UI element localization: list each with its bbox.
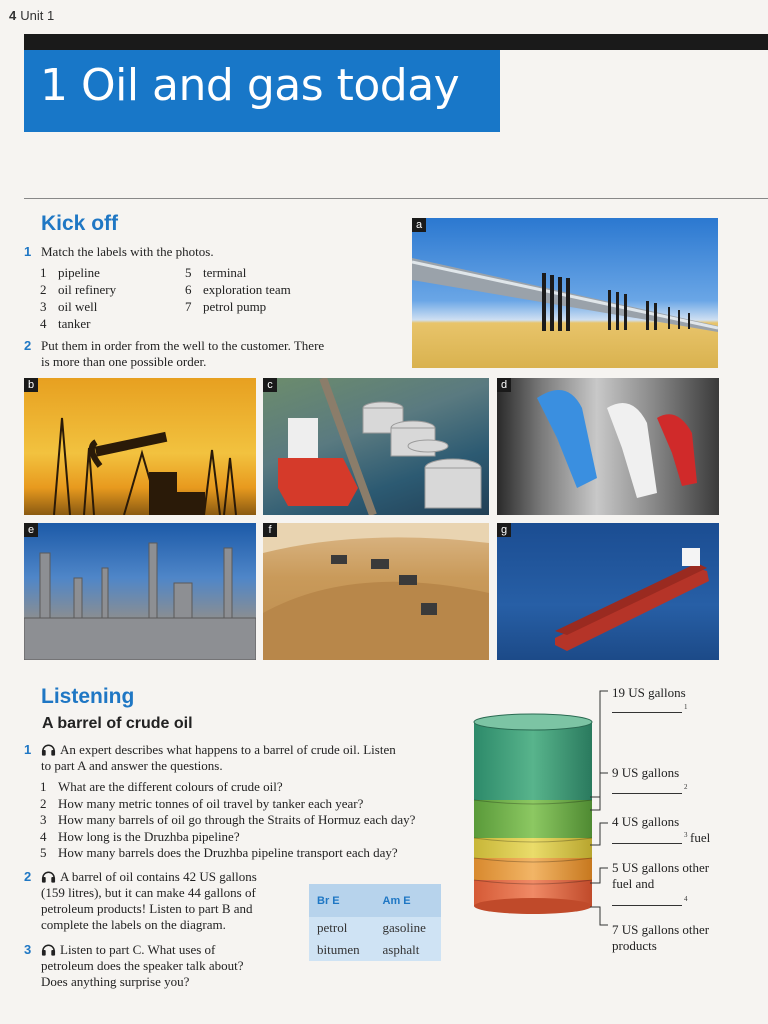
- table-cell: gasoline: [382, 920, 426, 935]
- list-item: 1 What are the different colours of crude oil?: [40, 779, 283, 794]
- photo-letter: a: [412, 218, 426, 232]
- oil-refinery-photo: [24, 523, 256, 660]
- list-item: 7 petrol pump: [185, 299, 267, 314]
- desert-convoy-shape: [263, 523, 489, 660]
- diagram-label-4: 5 US gallons other fuel and: [612, 860, 710, 891]
- tanker-photo: [497, 523, 719, 660]
- list-item: 3 How many barrels of oil go through the Straits of Hormuz each day?: [40, 812, 416, 827]
- terminal-shape: [263, 378, 489, 515]
- blank-number-3: 3: [684, 831, 688, 839]
- tanker-ship-shape: [497, 523, 719, 660]
- table-header: Am E: [375, 884, 441, 917]
- answer-blank-4: [612, 905, 682, 906]
- blank-number-4: 4: [684, 895, 688, 903]
- table-header-row: [309, 884, 441, 917]
- listening-q2-number: 2: [24, 869, 32, 884]
- exploration-team-photo: [263, 523, 489, 660]
- list-item: 1 pipeline: [40, 265, 100, 280]
- list-item: 6 exploration team: [185, 282, 291, 297]
- question-list: [40, 779, 415, 862]
- diagram-label-1: 19 US gallons: [612, 685, 686, 700]
- headphones-icon: [41, 742, 56, 756]
- kickoff-q1-text: Match the labels with the photos.: [41, 244, 214, 259]
- headphones-icon: [41, 869, 56, 883]
- photo-letter: g: [497, 523, 511, 537]
- listening-heading: Listening: [41, 685, 135, 708]
- diagram-label-2: 9 US gallons: [612, 765, 680, 780]
- diagram-label-3: 4 US gallons: [612, 814, 680, 829]
- listening-q2-text: A barrel of oil contains 42 US gallons (159 litres), but it can make 44 gallons of petroleum products! Listen to part B and complete the labels on the diagram.: [41, 869, 257, 932]
- listening-q3-number: 3: [24, 942, 32, 957]
- diagram-label-3-suffix: fuel: [690, 830, 711, 845]
- top-band: [24, 34, 768, 50]
- page-number: 4: [9, 8, 17, 23]
- barrel-diagram: [468, 710, 600, 920]
- page-title: 1 Oil and gas today: [40, 60, 460, 111]
- pipeline-photo: [412, 218, 718, 368]
- listening-q1-text: An expert describes what happens to a barrel of crude oil. Listen to part A and answer the questions.: [41, 742, 396, 773]
- kickoff-q2-text: Put them in order from the well to the customer. There is more than one possible order.: [41, 338, 325, 369]
- list-item: 5 How many barrels does the Druzhba pipeline transport each day?: [40, 845, 398, 860]
- photo-letter: f: [263, 523, 277, 537]
- petrol-pump-photo: [497, 378, 719, 515]
- table-header: Br E: [309, 884, 375, 917]
- table-row: [309, 917, 441, 939]
- list-item: 4 How long is the Druzhba pipeline?: [40, 828, 240, 844]
- list-item: 3 oil well: [40, 299, 98, 314]
- title-box: [24, 50, 500, 132]
- listening-subheading: A barrel of crude oil: [42, 715, 193, 732]
- barrel-layer-orange: [474, 858, 592, 880]
- oil-well-photo: [24, 378, 256, 515]
- photo-letter: b: [24, 378, 38, 392]
- kickoff-q1-number: 1: [24, 244, 32, 259]
- unit-label: Unit 1: [20, 8, 55, 23]
- page-header: [9, 8, 54, 23]
- blank-number-2: 2: [684, 783, 688, 791]
- listening-q3-text: Listen to part C. What uses of petroleum does the speaker talk about? Does anything surprise you?: [41, 942, 244, 989]
- kickoff-heading: Kick off: [41, 212, 119, 235]
- photo-letter: d: [497, 378, 511, 392]
- kickoff-q2-number: 2: [24, 338, 32, 353]
- photo-letter: e: [24, 523, 38, 537]
- headphones-icon: [41, 942, 56, 956]
- table-cell: asphalt: [382, 942, 420, 957]
- nozzles-shape: [497, 378, 719, 515]
- list-item: 2 oil refinery: [40, 282, 117, 297]
- answer-blank-2: [612, 793, 682, 794]
- table-row: [309, 939, 441, 961]
- vocab-table: [309, 884, 441, 961]
- terminal-photo: [263, 378, 489, 515]
- photo-letter: c: [263, 378, 277, 392]
- refinery-shape: [24, 523, 256, 660]
- barrel-layer-yellow: [474, 838, 592, 858]
- pipeline-shape: [412, 218, 718, 368]
- barrel-layer-top: [474, 722, 592, 800]
- table-cell: petrol: [317, 920, 348, 935]
- list-item: 4 tanker: [40, 316, 91, 331]
- answer-blank-1: [612, 712, 682, 713]
- list-item: 5 terminal: [185, 265, 247, 280]
- pumpjack-shape: [24, 378, 256, 515]
- list-item: 2 How many metric tonnes of oil travel by tanker each year?: [40, 795, 364, 811]
- diagram-label-5: 7 US gallons other products: [612, 922, 710, 953]
- barrel-brackets: [588, 685, 616, 935]
- barrel-layer-green: [474, 800, 592, 838]
- blank-number-1: 1: [684, 703, 688, 711]
- table-cell: bitumen: [317, 942, 360, 957]
- listening-q1-number: 1: [24, 742, 32, 757]
- section-divider: [24, 198, 768, 199]
- answer-blank-3: [612, 843, 682, 844]
